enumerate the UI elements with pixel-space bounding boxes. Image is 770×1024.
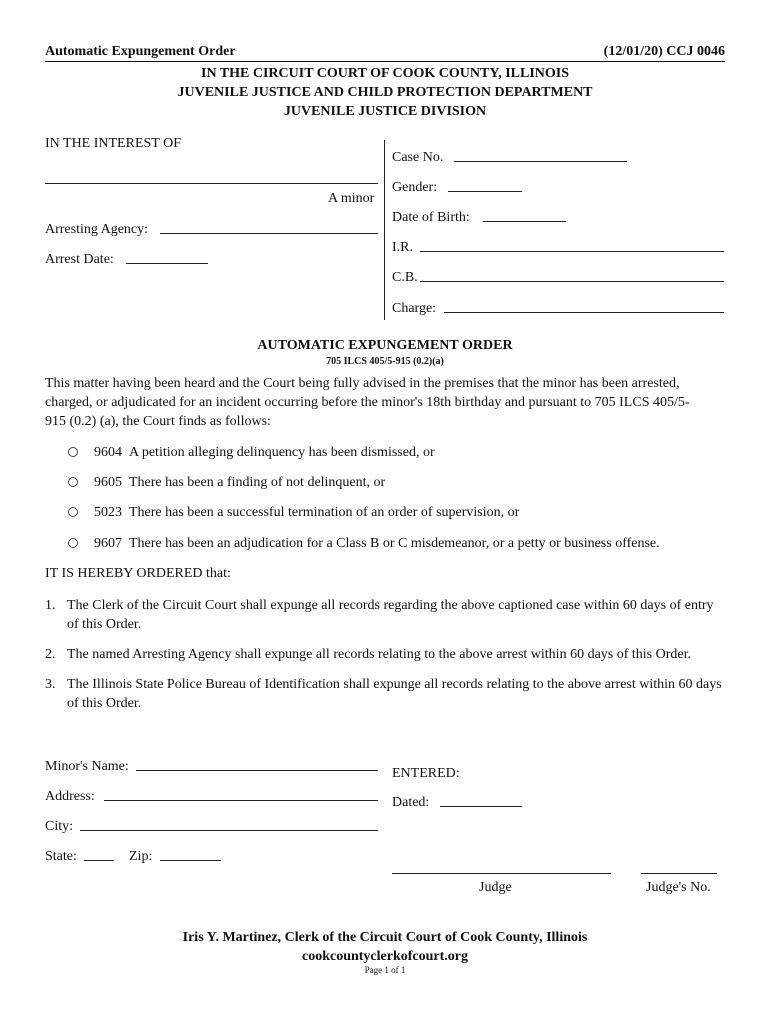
gender-label: Gender: xyxy=(392,180,438,195)
caption-divider xyxy=(384,140,385,320)
finding-text: A petition alleging delinquency has been dismissed, or xyxy=(129,445,435,460)
order-number: 3. xyxy=(45,677,56,692)
zip-field[interactable] xyxy=(160,860,221,861)
intro-line-1: This matter having been heard and the Court being fully advised in the premises that the minor has been arrested, xyxy=(45,376,680,391)
court-title-line1: IN THE CIRCUIT COURT OF COOK COUNTY, ILLINOIS xyxy=(201,66,569,81)
gender-field[interactable] xyxy=(448,191,522,192)
ordered-heading: IT IS HEREBY ORDERED that: xyxy=(45,566,231,581)
minor-name-field[interactable] xyxy=(136,770,378,771)
court-title-line2: JUVENILE JUSTICE AND CHILD PROTECTION DEPARTMENT xyxy=(177,85,593,100)
arrest-date-field[interactable] xyxy=(126,263,208,264)
entered-label: ENTERED: xyxy=(392,766,460,781)
dated-field[interactable] xyxy=(440,806,522,807)
radio-9604[interactable] xyxy=(68,447,78,457)
a-minor-label: A minor xyxy=(328,191,375,206)
state-field[interactable] xyxy=(84,860,114,861)
arresting-agency-label: Arresting Agency: xyxy=(45,222,149,237)
radio-5023[interactable] xyxy=(68,507,78,517)
finding-code: 9604 xyxy=(94,445,122,460)
form-name: Automatic Expungement Order xyxy=(45,44,236,59)
charge-field[interactable] xyxy=(444,312,724,313)
state-label: State: xyxy=(45,849,77,864)
arresting-agency-field[interactable] xyxy=(160,233,378,234)
case-no-field[interactable] xyxy=(454,161,627,162)
intro-line-2: charged, or adjudicated for an incident occurring before the minor's 18th birthday and pursuant to 705 ILCS 405/5- xyxy=(45,395,690,410)
order-text: The named Arresting Agency shall expunge all records relating to the above arrest within 60 days of this Order. xyxy=(67,647,691,662)
ir-label: I.R. xyxy=(392,240,413,255)
finding-code: 5023 xyxy=(94,505,122,520)
order-number: 1. xyxy=(45,598,56,613)
judge-signature-line[interactable] xyxy=(392,873,611,874)
radio-9605[interactable] xyxy=(68,477,78,487)
order-text: The Illinois State Police Bureau of Identification shall expunge all records relating to the above arrest within 60 days of this Order. xyxy=(67,677,722,711)
dob-field[interactable] xyxy=(483,221,566,222)
order-statute: 705 ILCS 405/5-915 (0.2)(a) xyxy=(326,356,444,367)
finding-text: There has been a finding of not delinquent, or xyxy=(129,475,386,490)
cb-label: C.B. xyxy=(392,270,418,285)
dated-label: Dated: xyxy=(392,795,430,810)
finding-text: There has been an adjudication for a Class B or C misdemeanor, or a petty or business offense. xyxy=(129,536,660,551)
address-label: Address: xyxy=(45,789,95,804)
clerk-name: Iris Y. Martinez, Clerk of the Circuit Court of Cook County, Illinois xyxy=(182,930,588,945)
page-number: Page 1 of 1 xyxy=(364,965,406,975)
charge-label: Charge: xyxy=(392,301,437,316)
order-number: 2. xyxy=(45,647,56,662)
radio-9607[interactable] xyxy=(68,538,78,548)
city-label: City: xyxy=(45,819,74,834)
header-rule xyxy=(45,61,725,62)
minor-name-label: Minor's Name: xyxy=(45,759,129,774)
order-text: The Clerk of the Circuit Court shall expunge all records regarding the above captioned case within 60 days of entry of this Order. xyxy=(67,598,714,632)
ir-field[interactable] xyxy=(420,251,724,252)
judge-no-line[interactable] xyxy=(641,873,717,874)
finding-code: 9607 xyxy=(94,536,122,551)
judge-label: Judge xyxy=(479,880,512,895)
order-title: AUTOMATIC EXPUNGEMENT ORDER xyxy=(257,338,513,353)
cb-field[interactable] xyxy=(420,281,724,282)
form-code: (12/01/20) CCJ 0046 xyxy=(603,44,725,59)
interest-of-label: IN THE INTEREST OF xyxy=(45,136,181,151)
finding-text: There has been a successful termination of an order of supervision, or xyxy=(129,505,520,520)
dob-label: Date of Birth: xyxy=(392,210,470,225)
finding-code: 9605 xyxy=(94,475,122,490)
minor-name-line[interactable] xyxy=(45,183,378,184)
court-title-line3: JUVENILE JUSTICE DIVISION xyxy=(283,104,487,119)
case-no-label: Case No. xyxy=(392,150,444,165)
judge-no-label: Judge's No. xyxy=(646,880,711,895)
intro-line-3: 915 (0.2) (a), the Court finds as follows: xyxy=(45,414,271,429)
city-field[interactable] xyxy=(80,830,378,831)
address-field[interactable] xyxy=(104,800,378,801)
arrest-date-label: Arrest Date: xyxy=(45,252,114,267)
zip-label: Zip: xyxy=(129,849,153,864)
clerk-website[interactable]: cookcountyclerkofcourt.org xyxy=(301,949,469,964)
